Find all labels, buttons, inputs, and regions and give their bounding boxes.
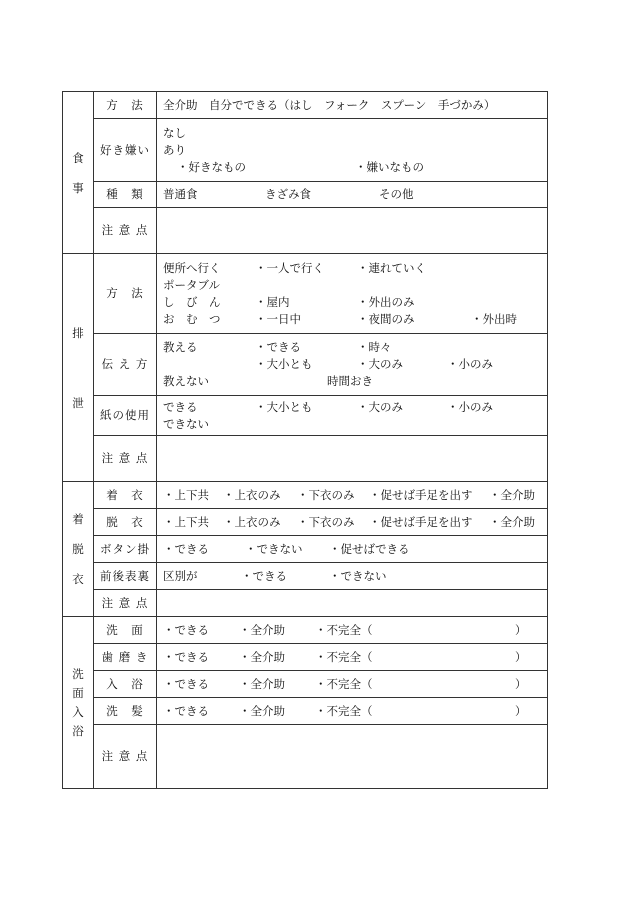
meal-type-options: 普通食 きざみ食 その他 <box>157 182 548 208</box>
dressing-wear-options: ・上下共 ・上衣のみ ・下衣のみ ・促せば手足を出す ・全介助 <box>157 482 548 509</box>
section-washing: 洗 面 入 浴 <box>63 617 94 789</box>
dislikes-label: ・嫌いなもの <box>355 159 424 174</box>
washing-notes-label: 注 意 点 <box>94 725 157 789</box>
meal-notes-label: 注 意 点 <box>94 208 157 254</box>
excretion-paper-content: できる ・大小とも ・大のみ ・小のみ できない <box>157 396 548 436</box>
excretion-communicate-label: 伝 え 方 <box>94 334 157 396</box>
care-assessment-table <box>62 91 548 789</box>
dressing-frontback-label: 前後表裏 <box>94 563 157 590</box>
dressing-undress-label: 脱 衣 <box>94 509 157 536</box>
meal-type-label: 種 類 <box>94 182 157 208</box>
dressing-notes-label: 注 意 点 <box>94 590 157 617</box>
dressing-frontback-options: 区別が ・できる ・できない <box>157 563 548 590</box>
washing-teeth-options: ・できる ・全介助 ・不完全（ ） <box>157 644 548 671</box>
excretion-communicate-content: 教える ・できる ・時々 ・大小とも ・大のみ ・小のみ 教えない 時間おき <box>157 334 548 396</box>
excretion-method-label: 方 法 <box>94 254 157 334</box>
washing-face-options: ・できる ・全介助 ・不完全（ ） <box>157 617 548 644</box>
washing-hair-label: 洗 髪 <box>94 698 157 725</box>
washing-bath-options: ・できる ・全介助 ・不完全（ ） <box>157 671 548 698</box>
dressing-button-options: ・できる ・できない ・促せばできる <box>157 536 548 563</box>
meal-method-text: 全介助 自分でできる（はし フォーク スプーン 手づかみ） <box>157 92 548 119</box>
section-excretion: 排 泄 <box>63 254 94 482</box>
excretion-notes-label: 注 意 点 <box>94 436 157 482</box>
section-meal: 食 事 <box>63 92 94 254</box>
dressing-undress-options: ・上下共 ・上衣のみ ・下衣のみ ・促せば手足を出す ・全介助 <box>157 509 548 536</box>
likes-label: ・好きなもの <box>177 159 246 174</box>
washing-bath-label: 入 浴 <box>94 671 157 698</box>
dressing-wear-label: 着 衣 <box>94 482 157 509</box>
meal-notes-field[interactable] <box>157 208 548 254</box>
meal-prefs-label: 好き嫌い <box>94 119 157 182</box>
meal-method-label: 方 法 <box>94 92 157 119</box>
excretion-paper-label: 紙の使用 <box>94 396 157 436</box>
dressing-button-label: ボタン掛 <box>94 536 157 563</box>
washing-face-label: 洗 面 <box>94 617 157 644</box>
washing-hair-options: ・できる ・全介助 ・不完全（ ） <box>157 698 548 725</box>
washing-notes-field[interactable] <box>157 725 548 789</box>
dressing-notes-field[interactable] <box>157 590 548 617</box>
section-dressing: 着 脱 衣 <box>63 482 94 617</box>
meal-prefs-content: なし あり ・好きなもの ・嫌いなもの <box>157 119 548 182</box>
washing-teeth-label: 歯 磨 き <box>94 644 157 671</box>
excretion-notes-field[interactable] <box>157 436 548 482</box>
excretion-method-content: 便所へ行く ・一人で行く ・連れていく ポータブル し び ん ・屋内 ・外出のみ お む つ ・一日中 ・夜間のみ ・外出時 <box>157 254 548 334</box>
